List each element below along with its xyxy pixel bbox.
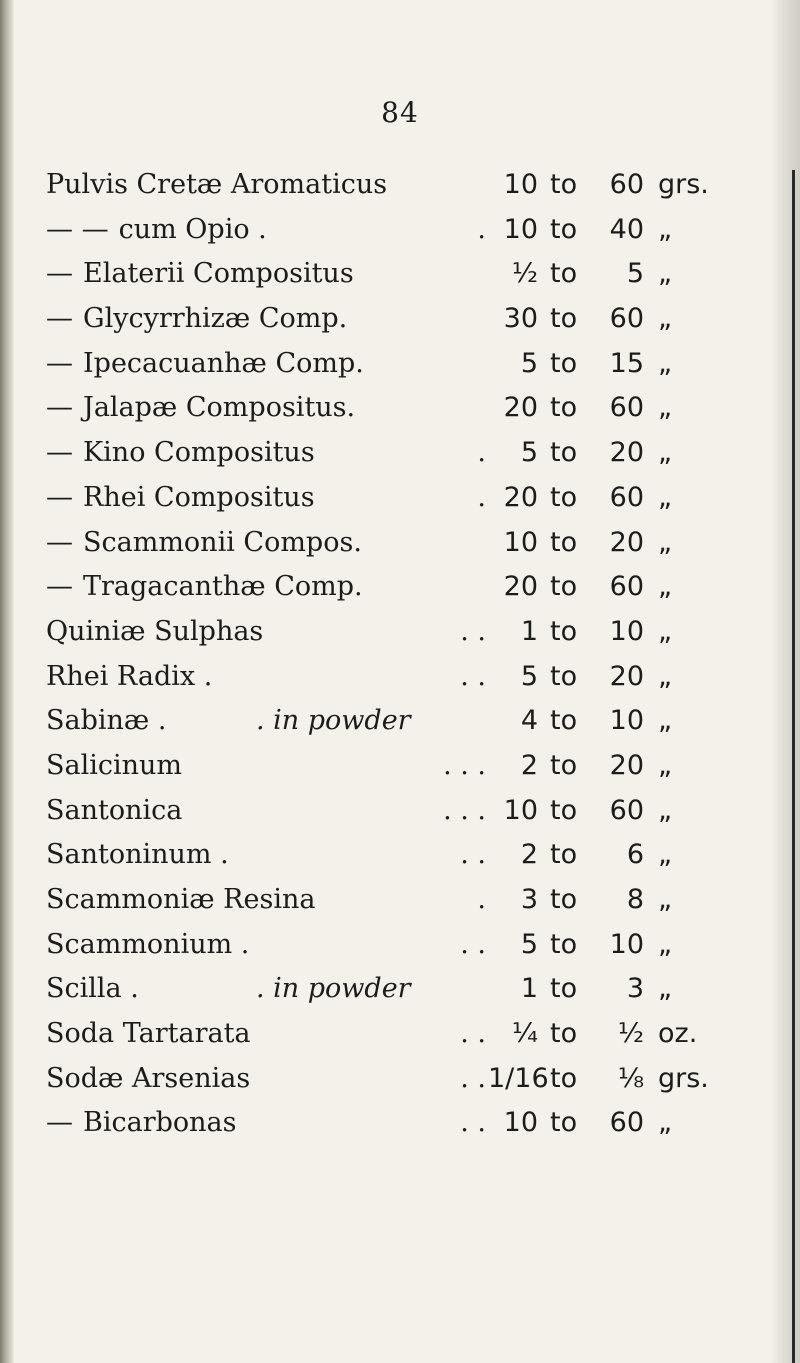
- dose-max: 60: [609, 481, 644, 513]
- dosage-row: [46, 208, 766, 253]
- dosage-row: [46, 610, 766, 655]
- drug-name: Ipecacuanhæ Comp.: [83, 347, 364, 379]
- leader-dots: . .: [460, 928, 486, 960]
- drug-name-cell: [46, 878, 490, 923]
- leader-dots: . .: [460, 615, 486, 647]
- dose-max: ⅛: [617, 1062, 644, 1094]
- drug-name: Rhei Radix .: [46, 660, 213, 692]
- dose-min: 10: [503, 794, 538, 826]
- dosage-row: [46, 342, 766, 387]
- leader-dots: . .: [460, 660, 486, 692]
- to-connector: to: [550, 660, 578, 692]
- ditto-dash: —: [46, 571, 73, 603]
- dose-unit: „: [658, 615, 672, 647]
- dose-unit: „: [658, 258, 672, 290]
- dose-unit: „: [658, 660, 672, 692]
- dosage-row: [46, 521, 766, 566]
- page-right-edge-shadow: [770, 0, 800, 1363]
- drug-name-cell: [46, 789, 490, 834]
- ditto-dash: —: [46, 526, 73, 558]
- dose-max: 60: [609, 1107, 644, 1139]
- to-connector: to: [550, 303, 578, 335]
- drug-name: Scammoniæ Resina: [46, 884, 316, 915]
- drug-name-cell: [46, 744, 490, 789]
- dosage-row: [46, 655, 766, 700]
- dose-min: 20: [503, 392, 538, 424]
- dose-min: 1/16: [488, 1062, 549, 1094]
- leader-dots: . . .: [443, 794, 486, 826]
- drug-name-cell: [46, 699, 490, 744]
- to-connector: to: [550, 794, 578, 826]
- drug-name-cell: [46, 833, 490, 878]
- to-connector: to: [550, 749, 578, 781]
- drug-name-cell: [46, 342, 490, 387]
- dosage-row: [46, 252, 766, 297]
- dosage-row: [46, 297, 766, 342]
- dose-unit: grs.: [658, 1062, 709, 1094]
- leader-dots: . .: [460, 1107, 486, 1139]
- drug-name: Pulvis Cretæ Aromaticus: [46, 169, 388, 200]
- to-connector: to: [550, 526, 578, 558]
- drug-name: Scilla .: [46, 973, 139, 1005]
- dose-min: 5: [520, 928, 538, 960]
- dosage-row: [46, 1101, 766, 1146]
- dosage-row: [46, 565, 766, 610]
- dose-unit: „: [658, 213, 672, 245]
- dose-min: 10: [503, 1107, 538, 1139]
- drug-name: Tragacanthæ Comp.: [83, 571, 363, 603]
- dose-min: 20: [503, 481, 538, 513]
- dose-min: 3: [520, 884, 538, 915]
- to-connector: to: [550, 213, 578, 245]
- drug-name-cell: [46, 163, 490, 208]
- dose-max: 20: [609, 526, 644, 558]
- dose-max: 60: [609, 571, 644, 603]
- dosage-row: [46, 1057, 766, 1102]
- dose-max: 60: [609, 169, 644, 200]
- to-connector: to: [550, 1018, 578, 1050]
- dose-min: 10: [503, 526, 538, 558]
- leader-dots: . . .: [443, 749, 486, 781]
- dose-unit: „: [658, 526, 672, 558]
- dose-max: 20: [609, 437, 644, 469]
- leader-dots: . .: [460, 839, 486, 871]
- to-connector: to: [550, 392, 578, 424]
- dose-unit: „: [658, 705, 672, 737]
- form-note: . in powder: [256, 705, 411, 737]
- drug-name: Sodæ Arsenias: [46, 1062, 251, 1094]
- page-right-rule: [792, 170, 795, 1363]
- page-left-edge-shadow: [0, 0, 14, 1363]
- dose-unit: „: [658, 794, 672, 826]
- dose-max: 20: [609, 749, 644, 781]
- drug-name: Scammonium .: [46, 928, 250, 960]
- dosage-row: [46, 163, 766, 208]
- drug-name-cell: [46, 431, 490, 476]
- drug-name: Santoninum .: [46, 839, 229, 871]
- dose-max: 40: [609, 213, 644, 245]
- dosage-table: [46, 163, 766, 1146]
- dose-min: 2: [520, 839, 538, 871]
- dose-min: ½: [511, 258, 538, 290]
- drug-name: Jalapæ Compositus.: [83, 392, 356, 424]
- drug-name-cell: [46, 208, 490, 253]
- drug-name: Kino Compositus: [83, 437, 315, 469]
- ditto-dash: —: [46, 481, 73, 513]
- to-connector: to: [550, 928, 578, 960]
- drug-name-cell: [46, 565, 490, 610]
- drug-name-cell: [46, 967, 490, 1012]
- dose-max: 3: [626, 973, 644, 1005]
- drug-name-cell: [46, 655, 490, 700]
- dosage-row: [46, 1012, 766, 1057]
- to-connector: to: [550, 884, 578, 915]
- drug-name-cell: [46, 476, 490, 521]
- dose-unit: grs.: [658, 169, 709, 200]
- dose-min: 10: [503, 169, 538, 200]
- drug-name-cell: [46, 923, 490, 968]
- leader-dots: . .: [460, 1018, 486, 1050]
- to-connector: to: [550, 839, 578, 871]
- ditto-dash: —: [46, 258, 73, 290]
- drug-name-cell: [46, 610, 490, 655]
- ditto-dash: —: [46, 392, 73, 424]
- leader-dots: .: [477, 437, 486, 469]
- dose-unit: „: [658, 1107, 672, 1139]
- dose-min: 4: [520, 705, 538, 737]
- drug-name-cell: [46, 1101, 490, 1146]
- dose-max: ½: [617, 1018, 644, 1050]
- dose-unit: „: [658, 303, 672, 335]
- dose-unit: „: [658, 749, 672, 781]
- dose-unit: „: [658, 392, 672, 424]
- page-number: 84: [381, 96, 419, 129]
- drug-name: Scammonii Compos.: [83, 526, 362, 558]
- to-connector: to: [550, 481, 578, 513]
- dose-min: 1: [520, 973, 538, 1005]
- ditto-dash: —: [46, 1107, 73, 1139]
- dosage-row: [46, 967, 766, 1012]
- ditto-dash: —: [46, 437, 73, 469]
- dose-unit: oz.: [658, 1018, 698, 1050]
- to-connector: to: [550, 973, 578, 1005]
- drug-name-cell: [46, 252, 490, 297]
- dosage-row: [46, 431, 766, 476]
- drug-name-cell: [46, 1012, 490, 1057]
- to-connector: to: [550, 705, 578, 737]
- dose-max: 15: [609, 347, 644, 379]
- dose-unit: „: [658, 973, 672, 1005]
- dosage-row: [46, 878, 766, 923]
- dose-unit: „: [658, 839, 672, 871]
- dose-min: 30: [503, 303, 538, 335]
- dose-max: 60: [609, 794, 644, 826]
- dose-min: 20: [503, 571, 538, 603]
- drug-name-cell: [46, 386, 490, 431]
- dosage-row: [46, 699, 766, 744]
- drug-name-cell: [46, 1057, 490, 1102]
- leader-dots: .: [477, 481, 486, 513]
- dose-max: 10: [609, 615, 644, 647]
- dose-unit: „: [658, 347, 672, 379]
- dose-max: 20: [609, 660, 644, 692]
- dosage-row: [46, 789, 766, 834]
- drug-name: cum Opio .: [118, 213, 267, 245]
- drug-name: Elaterii Compositus: [83, 258, 354, 290]
- dosage-row: [46, 923, 766, 968]
- dose-max: 60: [609, 392, 644, 424]
- dose-unit: „: [658, 928, 672, 960]
- ditto-dash: — —: [46, 213, 109, 245]
- dose-min: 2: [520, 749, 538, 781]
- drug-name: Sabinæ .: [46, 705, 167, 737]
- to-connector: to: [550, 258, 578, 290]
- to-connector: to: [550, 571, 578, 603]
- ditto-dash: —: [46, 303, 73, 335]
- to-connector: to: [550, 347, 578, 379]
- dose-min: 5: [520, 347, 538, 379]
- to-connector: to: [550, 169, 578, 200]
- to-connector: to: [550, 1062, 578, 1094]
- dosage-row: [46, 386, 766, 431]
- dose-min: 5: [520, 437, 538, 469]
- drug-name: Santonica: [46, 794, 183, 826]
- dose-max: 8: [626, 884, 644, 915]
- dose-min: ¼: [511, 1018, 538, 1050]
- leader-dots: .: [477, 213, 486, 245]
- drug-name: Bicarbonas: [83, 1107, 237, 1139]
- dose-unit: „: [658, 481, 672, 513]
- drug-name: Rhei Compositus: [83, 481, 315, 513]
- dose-max: 10: [609, 928, 644, 960]
- drug-name: Soda Tartarata: [46, 1018, 251, 1050]
- dose-max: 10: [609, 705, 644, 737]
- dose-min: 5: [520, 660, 538, 692]
- leader-dots: . .: [460, 1062, 486, 1094]
- drug-name: Quiniæ Sulphas: [46, 615, 264, 647]
- to-connector: to: [550, 437, 578, 469]
- ditto-dash: —: [46, 347, 73, 379]
- dosage-row: [46, 744, 766, 789]
- dosage-row: [46, 476, 766, 521]
- drug-name-cell: [46, 297, 490, 342]
- drug-name-cell: [46, 521, 490, 566]
- drug-name: Salicinum: [46, 749, 183, 781]
- leader-dots: .: [477, 884, 486, 915]
- drug-name: Glycyrrhizæ Comp.: [83, 303, 348, 335]
- dose-max: 60: [609, 303, 644, 335]
- dose-unit: „: [658, 437, 672, 469]
- dose-unit: „: [658, 884, 672, 915]
- form-note: . in powder: [256, 973, 411, 1005]
- to-connector: to: [550, 1107, 578, 1139]
- dose-max: 6: [626, 839, 644, 871]
- dose-min: 1: [520, 615, 538, 647]
- dose-unit: „: [658, 571, 672, 603]
- to-connector: to: [550, 615, 578, 647]
- dosage-row: [46, 833, 766, 878]
- dose-max: 5: [626, 258, 644, 290]
- dose-min: 10: [503, 213, 538, 245]
